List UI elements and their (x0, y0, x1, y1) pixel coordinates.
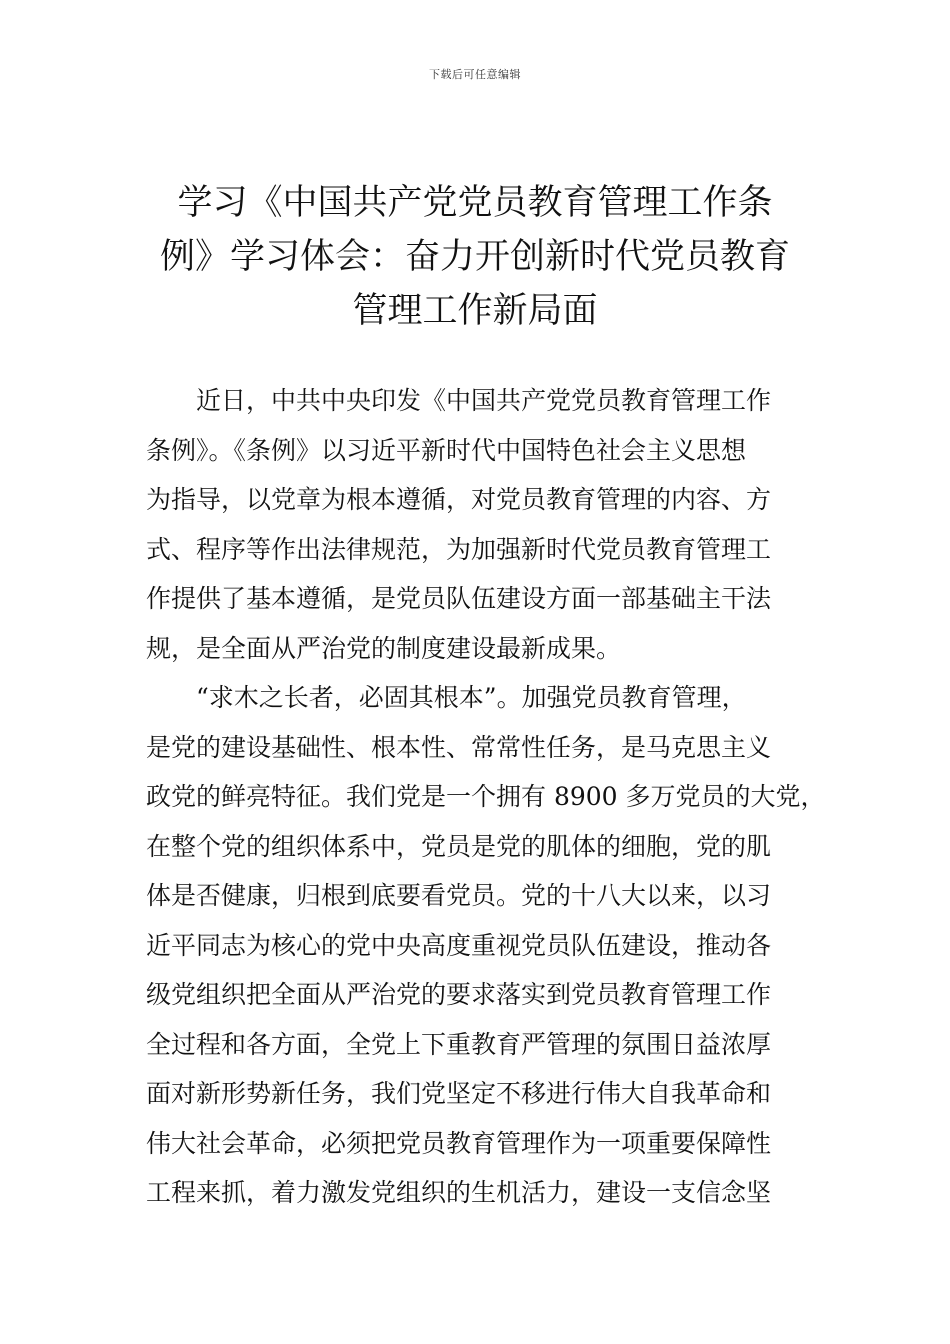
title-line: 管理工作新局面 (352, 291, 598, 331)
body-line: 近平同志为核心的党中央高度重视党员队伍建设，推动各 (146, 930, 772, 960)
body-line: “求木之长者，必固其根本”。加强党员教育管理， (196, 683, 747, 712)
body-line: 式、程序等作出法律规范，为加强新时代党员教育管理工 (146, 534, 772, 564)
body-line: 是党的建设基础性、根本性、常常性任务，是马克思主义 (146, 732, 772, 762)
body-line: 体是否健康，归根到底要看党员。党的十八大以来，以习 (146, 881, 772, 910)
body-line: 面对新形势新任务，我们党坚定不移进行伟大自我革命和 (146, 1079, 772, 1108)
body-line: 在整个党的组织体系中，党员是党的肌体的细胞，党的肌 (146, 831, 772, 861)
body-line: 为指导，以党章为根本遵循，对党员教育管理的内容、方 (146, 485, 772, 514)
body-line: 政党的鲜亮特征。我们党是一个拥有 8900 多万党员的大党， (146, 782, 826, 811)
body-line: 规，是全面从严治党的制度建设最新成果。 (146, 633, 622, 663)
title-line: 学习《中国共产党党员教育管理工作条 (177, 183, 773, 223)
body-line: 级党组织把全面从严治党的要求落实到党员教育管理工作 (146, 980, 772, 1009)
body-line: 伟大社会革命，必须把党员教育管理作为一项重要保障性 (146, 1128, 772, 1158)
document-title (130, 176, 820, 338)
body-line: 作提供了基本遵循，是党员队伍建设方面一部基础主干法 (146, 584, 772, 613)
title-line: 例》学习体会：奋力开创新时代党员教育 (159, 237, 790, 277)
body-line: 近日，中共中央印发《中国共产党党员教育管理工作 (196, 386, 772, 415)
body-line: 条例》。《条例》以习近平新时代中国特色社会主义思想 (146, 435, 747, 465)
body-line: 工程来抓，着力激发党组织的生机活力，建设一支信念坚 (146, 1178, 772, 1207)
body-line: 全过程和各方面，全党上下重教育严管理的氛围日益浓厚 (146, 1029, 772, 1059)
document-body (146, 376, 826, 1218)
page-header-note: 下载后可任意编辑 (429, 68, 521, 81)
